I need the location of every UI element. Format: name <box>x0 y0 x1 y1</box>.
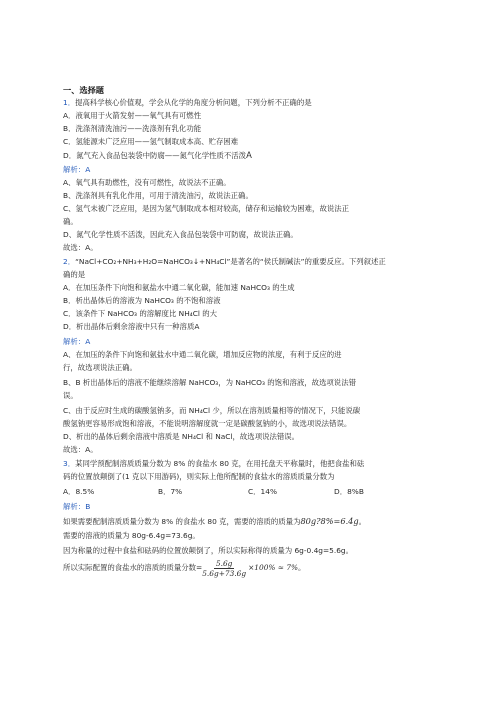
q2-option-b: B．析出晶体后的溶液为 NaHCO₃ 的不饱和溶液 <box>63 296 221 305</box>
q1-number: 1． <box>63 98 76 107</box>
q1-explanation-3: C、氢气未被广泛应用，是因为氢气制取成本相对较高，储存和运输较为困难，故说法正 <box>63 204 350 213</box>
q2-conclusion: 故选：A。 <box>63 445 98 454</box>
q3-stray-answer: B <box>358 487 364 496</box>
q3-explanation-3: 因为称量的过程中食盐和砝码的位置放颠倒了，所以实际称得的质量为 6g-0.4g=5.6g。 <box>63 546 353 555</box>
q1-analysis-answer: A <box>85 165 91 174</box>
q2-explanation-3b: 酸氢钠更容易形成饱和溶液，不能说明溶解度就一定是碳酸氢钠的小，故选项说法错误。 <box>63 419 352 428</box>
q2-option-d <box>63 322 199 332</box>
q2-stem-line2: 确的是 <box>63 270 86 279</box>
q3-fraction-denominator: 5.6g+73.6g <box>202 568 247 578</box>
q2-explanation-1b: 行，故选项说法正确。 <box>63 363 137 372</box>
q3-calc-1: 80g?8%=6.4g <box>300 516 359 526</box>
q1-explanation-3b: 确。 <box>63 217 78 226</box>
q2-explanation-2: B、B 析出晶体后的溶液不能继续溶解 NaHCO₃，为 NaHCO₃ 的饱和溶液，故选项说法错 <box>63 378 356 387</box>
q3-analysis <box>63 502 90 512</box>
q1-explanation-2: B、洗涤剂具有乳化作用，可用于清洗油污，故说法正确。 <box>63 191 253 200</box>
q3-option-b: B．7% <box>158 487 183 496</box>
q3-analysis-label: 解析： <box>63 502 86 511</box>
q1-option-a: A．液氧用于火箭发射——氧气具有可燃性 <box>63 111 202 120</box>
q1-conclusion: 故选：A。 <box>63 243 98 252</box>
q2-option-c: C．该条件下 NaHCO₃ 的溶解度比 NH₄Cl 的大 <box>63 309 218 318</box>
q2-stray-answer: A <box>194 322 200 331</box>
q2-option-d-text: D．析出晶体后剩余溶液中只有一种溶质 <box>63 322 195 331</box>
q1-explanation-1: A、氧气具有助燃性，没有可燃性，故说法不正确。 <box>63 178 231 187</box>
q3-fraction-tail: ×100% ≈ 7% <box>248 563 299 572</box>
q2-explanation-4: D、析出的晶体后剩余溶液中溶质是 NH₄Cl 和 NaCl，故选项说法错误。 <box>63 432 300 441</box>
section-title: 一、选择题 <box>63 85 104 95</box>
q3-explanation-1-text: 如果需要配制溶质质量分数为 8% 的食盐水 80 克，需要的溶质的质量为 <box>63 517 301 526</box>
q3-explanation-4-text: 所以实际配置的食盐水的溶质的质量分数= <box>63 563 203 572</box>
q3-options <box>63 487 364 497</box>
q1-stem-text: 提高科学核心价值观，学会从化学的角度分析问题，下列分析不正确的是 <box>75 98 312 107</box>
q1-option-b: B．洗涤剂清洗油污——洗涤剂有乳化功能 <box>63 124 202 133</box>
q1-analysis <box>63 165 90 175</box>
q3-fraction-end: 。 <box>298 563 306 572</box>
q2-explanation-2b: 误。 <box>63 391 78 400</box>
q3-option-a: A．8.5% <box>63 487 95 496</box>
q3-number: 3． <box>63 459 76 468</box>
q1-analysis-label: 解析： <box>63 165 86 174</box>
q2-equation: “NaCl+CO₂+NH₃+H₂O=NaHCO₃↓+NH₄Cl” <box>75 257 231 266</box>
q1-option-c: C．氢能源未广泛应用——氢气制取成本高、贮存困难 <box>63 137 239 146</box>
q3-option-c: C．14% <box>248 487 277 496</box>
q1-explanation-4: D、氮气化学性质不活泼，因此充入食品包装袋中可防腐，故说法正确。 <box>63 230 298 239</box>
q1-option-d-text: D．氮气充入食品包装袋中防腐——氮气化学性质不活泼 <box>63 151 247 160</box>
q3-fraction-numerator: 5.6g <box>215 558 233 568</box>
q2-explanation-3: C、由于反应时生成的碳酸氢钠多，而 NH₄Cl 少，所以在溶剂质量相等的情况下，只能说碳 <box>63 406 361 415</box>
q2-number: 2． <box>63 257 76 266</box>
q3-stem-line2: 码的位置放颠倒了(1 克以下用游码)，则实际上他所配制的食盐水的溶质质量分数为 <box>63 472 335 481</box>
q3-fraction <box>202 559 246 578</box>
q2-analysis-answer: A <box>85 337 91 346</box>
q3-explanation-1 <box>63 516 366 527</box>
q2-stem-rest: 是著名的“侯氏制碱法”的重要反应。下列叙述正 <box>230 257 386 266</box>
q2-analysis <box>63 337 90 347</box>
q1-stem <box>63 98 312 108</box>
q3-explanation-4 <box>63 558 305 578</box>
q1-option-d <box>63 150 252 161</box>
q3-stem <box>63 459 364 469</box>
q1-stray-answer: A <box>246 150 252 160</box>
q2-stem <box>63 257 386 267</box>
q3-option-d: D．8% <box>334 487 359 496</box>
q3-stem-line1: 某同学预配制溶质质量分数为 8% 的食盐水 80 克，在用托盘天平称量时，他把食盐和砝 <box>75 459 365 468</box>
q3-explanation-2: 需要的溶液的质量为 80g-6.4g=73.6g。 <box>63 531 200 540</box>
q3-analysis-answer: B <box>85 502 91 511</box>
q2-analysis-label: 解析： <box>63 337 86 346</box>
q3-calc-1-end: 。 <box>358 517 367 526</box>
q2-option-a: A．在加压条件下向饱和氨盐水中通二氧化碳，能加速 NaHCO₃ 的生成 <box>63 283 295 292</box>
q2-explanation-1: A、在加压的条件下向饱和氨盐水中通二氧化碳，增加反应物的浓度，有利于反应的进 <box>63 350 342 359</box>
